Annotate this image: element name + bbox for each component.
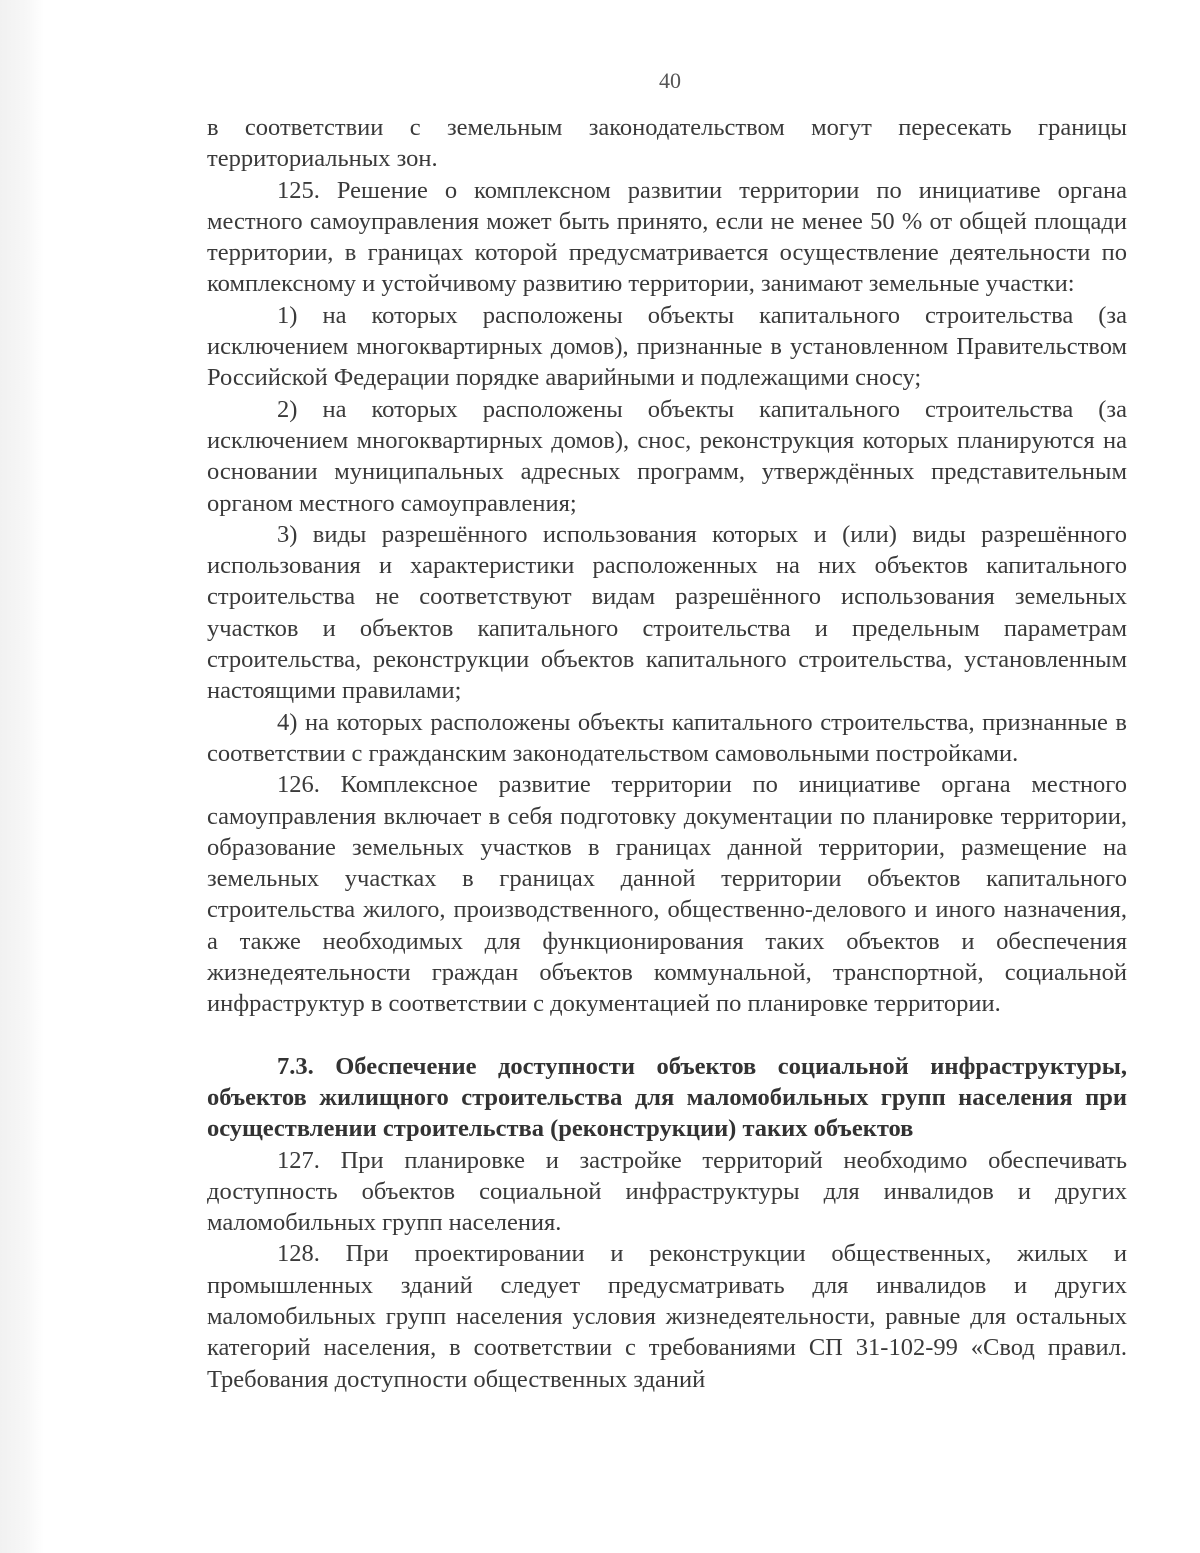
list-item-4: 4) на которых расположены объекты капитального строительства, признанные в соответствии с гражданским законодательством самовольными постройками. xyxy=(207,708,1127,767)
paragraph-127: 127. При планировке и застройке территорий необходимо обеспечивать доступность объектов социальной инфраструктуры для инвалидов и других маломобильных групп населения. xyxy=(207,1146,1127,1237)
scan-margin-shadow xyxy=(0,0,44,1553)
paragraph-125: 125. Решение о комплексном развитии территории по инициативе органа местного самоуправления может быть принято, если не менее 50 % от общей площади территории, в границах которой предусматривается осуществление деятельности по комплексному и устойчивому развитию территории, занимают земельные участки: xyxy=(207,176,1127,298)
paragraph-128: 128. При проектировании и реконструкции общественных, жилых и промышленных зданий следует предусматривать для инвалидов и других маломобильных групп населения условия жизнедеятельности, равные для остальных категорий населения, в соответствии с требованиями СП 31-102-99 «Свод правил. Требования доступности общественных зданий xyxy=(207,1240,1127,1393)
list-item-3: 3) виды разрешённого использования которых и (или) виды разрешённого использования и характеристики расположенных на них объектов капитального строительства не соответствуют видам разрешённого использования земельных участков и объектов капитального строительства и предельным параметрам строительства, реконструкции объектов капитального строительства, установленным настоящими правилами; xyxy=(207,520,1127,705)
list-item-1: 1) на которых расположены объекты капитального строительства (за исключением многоквартирных домов), признанные в установленном Правительством Российской Федерации порядке аварийными и подлежащими сносу; xyxy=(207,301,1127,392)
page-number: 40 xyxy=(659,68,681,93)
paragraph-continuation: в соответствии с земельным законодательством могут пересекать границы территориальных зон. xyxy=(207,114,1127,173)
list-item-2: 2) на которых расположены объекты капитального строительства (за исключением многоквартирных домов), снос, реконструкция которых планируются на основании муниципальных адресных программ, утверждённых представительным органом местного самоуправления; xyxy=(207,395,1127,517)
document-body xyxy=(207,112,1127,1395)
section-heading: 7.3. Обеспечение доступности объектов социальной инфраструктуры, объектов жилищного строительства для маломобильных групп населения при осуществлении строительства (реконструкции) таких объектов xyxy=(207,1052,1127,1143)
paragraph-126: 126. Комплексное развитие территории по инициативе органа местного самоуправления включает в себя подготовку документации по планировке территории, образование земельных участков в границах данной территории, размещение на земельных участках в границах данной территории объектов капитального строительства жилого, производственного, общественно-делового и иного назначения, а также необходимых для функционирования таких объектов и обеспечения жизнедеятельности граждан объектов коммунальной, транспортной, социальной инфраструктур в соответствии с документацией по планировке территории. xyxy=(207,771,1127,1018)
